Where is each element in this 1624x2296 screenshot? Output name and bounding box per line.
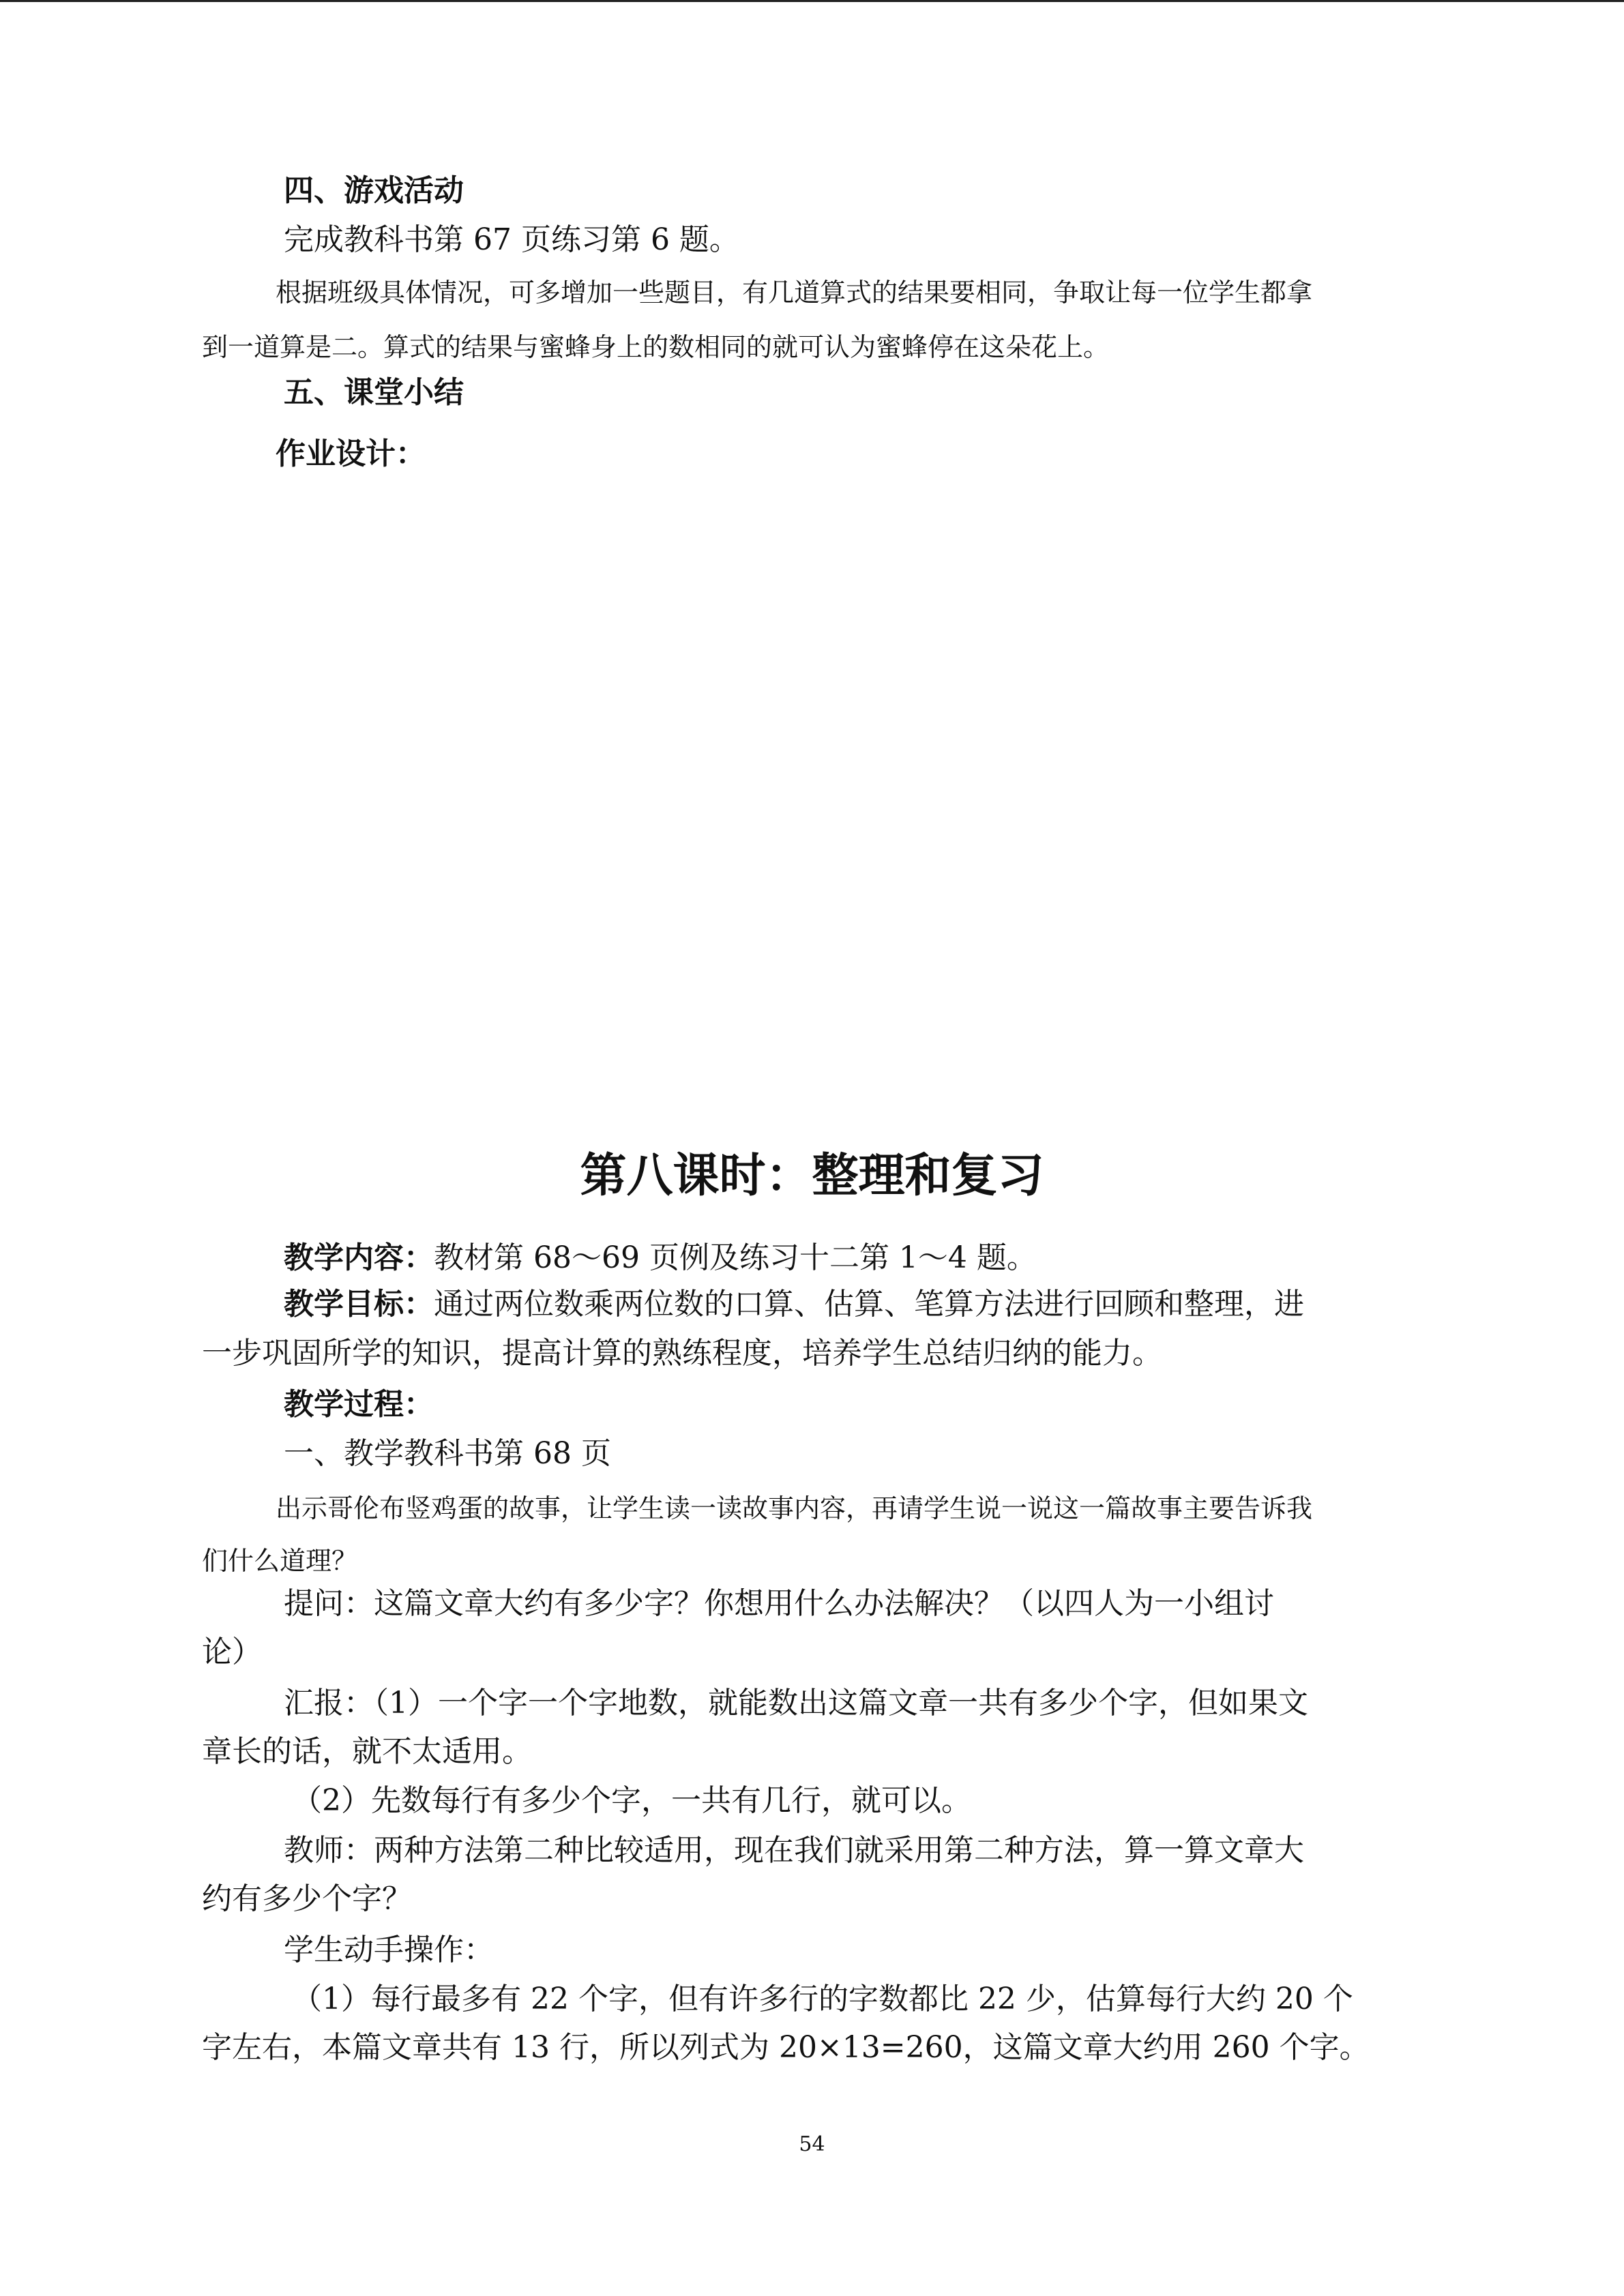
teaching-content-text: 教材第 68～69 页例及练习十二第 1～4 题。	[434, 1240, 1037, 1275]
teaching-content	[284, 1238, 1037, 1279]
section-four-heading: 四、游戏活动	[284, 173, 464, 208]
student-line2: 字左右，本篇文章共有 13 行，所以列式为 20×13=260，这篇文章大约用 260 个字。	[202, 2030, 1370, 2065]
homework-heading: 作业设计：	[276, 436, 426, 471]
student-line1: （1）每行最多有 22 个字，但有许多行的字数都比 22 少，估算每行大约 20 个	[292, 1982, 1353, 2016]
teaching-goal-label: 教学目标：	[284, 1287, 434, 1322]
teacher-line2: 约有多少个字？	[202, 1881, 412, 1916]
section-four-text: 完成教科书第 67 页练习第 6 题。	[284, 222, 739, 257]
page-top-border	[0, 0, 1624, 2]
report-line1: 汇报：（1）一个字一个字地数，就能数出这篇文章一共有多少个字，但如果文	[284, 1686, 1308, 1720]
lesson-title: 第八课时：整理和复习	[580, 1149, 1044, 1203]
report-line3: （2）先数每行有多少个字，一共有几行，就可以。	[292, 1783, 971, 1818]
story-line1: 出示哥伦布竖鸡蛋的故事，让学生读一读故事内容，再请学生说一说这一篇故事主要告诉我	[276, 1493, 1313, 1523]
teaching-process-label: 教学过程：	[284, 1387, 434, 1422]
student-operation-label: 学生动手操作：	[284, 1933, 494, 1967]
section-four-note-line1: 根据班级具体情况，可多增加一些题目，有几道算式的结果要相同，争取让每一位学生都拿	[276, 278, 1313, 308]
teaching-content-label: 教学内容：	[284, 1240, 434, 1275]
report-line2: 章长的话，就不太适用。	[202, 1734, 532, 1769]
teaching-goal-continued: 一步巩固所学的知识，提高计算的熟练程度，培养学生总结归纳的能力。	[202, 1336, 1162, 1371]
story-line2: 们什么道理？	[202, 1546, 358, 1576]
step-one: 一、教学教科书第 68 页	[284, 1436, 611, 1471]
teaching-goal	[284, 1284, 1304, 1325]
question-line1: 提问：这篇文章大约有多少字？你想用什么办法解决？（以四人为一小组讨	[284, 1586, 1274, 1621]
teaching-goal-text: 通过两位数乘两位数的口算、估算、笔算方法进行回顾和整理，进	[434, 1287, 1304, 1322]
teacher-line1: 教师：两种方法第二种比较适用，现在我们就采用第二种方法，算一算文章大	[284, 1833, 1304, 1868]
section-four-note-line2: 到一道算是二。算式的结果与蜜蜂身上的数相同的就可认为蜜蜂停在这朵花上。	[202, 332, 1110, 362]
question-line2: 论）	[202, 1635, 262, 1669]
page-number: 54	[799, 2132, 825, 2156]
section-five-heading: 五、课堂小结	[284, 375, 464, 410]
